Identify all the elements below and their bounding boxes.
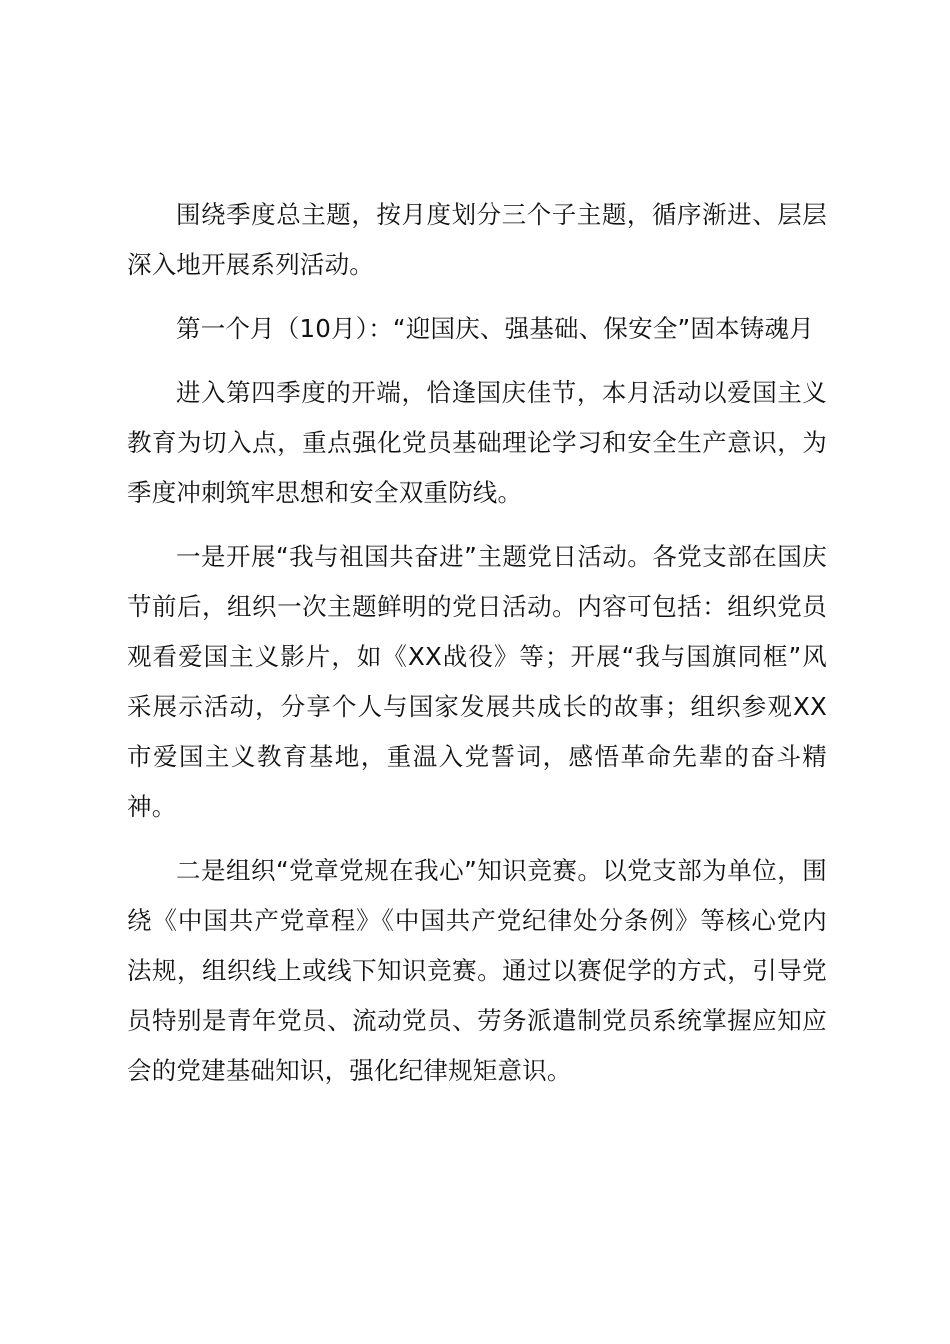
paragraph-month-overview: 进入第四季度的开端，恰逢国庆佳节，本月活动以爱国主义教育为切入点，重点强化党员基础理论学习和安全生产意识，为季度冲刺筑牢思想和安全双重防线。 xyxy=(127,378,827,507)
document-body xyxy=(127,190,827,1110)
paragraph-intro: 围绕季度总主题，按月度划分三个子主题，循序渐进、层层深入地开展系列活动。 xyxy=(127,200,827,279)
paragraph-item-two: 二是组织“党章党规在我心”知识竞赛。以党支部为单位，围绕《中国共产党章程》《中国共产党纪律处分条例》等核心党内法规，组织线上或线下知识竞赛。通过以赛促学的方式，引导党员特别是青年党员、流动党员、劳务派遣制党员系统掌握应知应会的党建基础知识，强化纪律规矩意识。 xyxy=(127,856,827,1085)
paragraph-month-heading: 第一个月（10月）：“迎国庆、强基础、保安全”固本铸魂月 xyxy=(176,314,814,343)
paragraph-item-one: 一是开展“我与祖国共奋进”主题党日活动。各党支部在国庆节前后，组织一次主题鲜明的党日活动。内容可包括：组织党员观看爱国主义影片，如《XX战役》等；开展“我与国旗同框”风采展示活动，分享个人与国家发展共成长的故事；组织参观XX市爱国主义教育基地，重温入党誓词，感悟革命先辈的奋斗精神。 xyxy=(127,542,827,821)
